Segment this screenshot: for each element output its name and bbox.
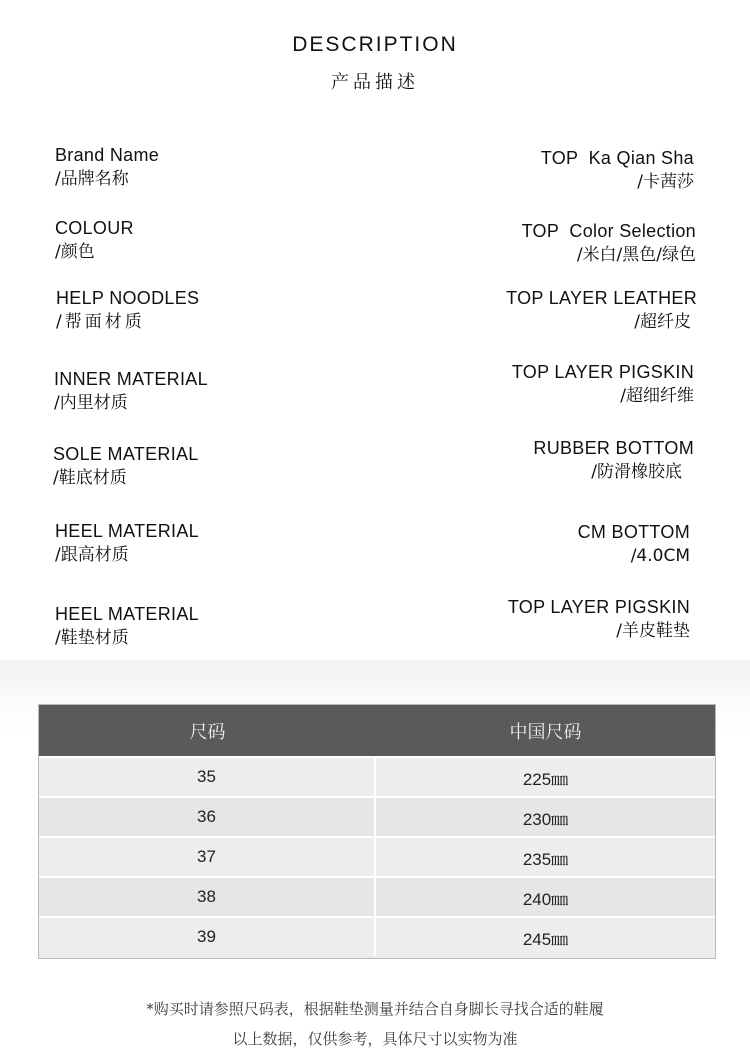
spec-label-brand [55,143,159,191]
table-row [39,796,715,836]
spec-value-sole [533,436,694,484]
header-size: 尺码 [189,721,226,743]
cell-china-size: 225㎜ [522,769,569,789]
spec-label-heel [55,519,199,567]
spec-value-heel [578,520,690,568]
spec-value-en: TOP Ka Qian Sha [540,148,694,168]
table-row [39,836,715,876]
spec-value-upper [506,286,697,334]
spec-value-cn: /卡茜莎 [637,172,694,192]
spec-label-cn: /跟高材质 [55,545,129,565]
spec-value-en: TOP LAYER PIGSKIN [511,362,694,382]
description-title: DESCRIPTION [292,33,458,56]
spec-label-colour [55,216,134,264]
spec-value-cn: /防滑橡胶底 [591,462,682,482]
size-note-line-2: 以上数据，仅供参考，具体尺寸以实物为准 [232,1030,518,1048]
spec-label-cn: /帮面材质 [56,312,145,332]
spec-value-cn: /米白/黑色/绿色 [576,245,696,265]
cell-size: 39 [39,918,376,956]
description-subtitle: 产品描述 [331,72,419,93]
cell-size: 35 [39,758,376,796]
spec-label-upper [56,286,199,334]
spec-label-cn: /鞋垫材质 [55,628,129,648]
spec-value-en: TOP LAYER PIGSKIN [507,597,690,617]
table-row [39,876,715,916]
cell-size: 38 [39,878,376,916]
spec-value-en: TOP Color Selection [521,221,696,241]
spec-value-colour [522,219,696,267]
table-row [39,756,715,796]
spec-label-en: Brand Name [55,145,160,165]
spec-label-en: INNER MATERIAL [54,369,208,389]
size-table [38,704,716,959]
spec-label-cn: /鞋底材质 [53,468,127,488]
spec-label-en: HELP NOODLES [56,288,200,308]
spec-label-cn: /品牌名称 [55,169,129,189]
spec-value-cn: /超纤皮 [634,312,691,332]
spec-label-inner [54,367,208,415]
cell-size: 37 [39,838,376,876]
spec-label-en: HEEL MATERIAL [55,521,199,541]
spec-value-inner [512,360,694,408]
cell-china-size: 235㎜ [522,849,569,869]
spec-value-brand [541,146,694,194]
table-header [39,705,715,756]
spec-label-en: SOLE MATERIAL [53,444,199,464]
cell-china-size: 245㎜ [522,929,569,949]
spec-value-cn: /4.0CM [630,546,690,566]
spec-value-cn: /羊皮鞋垫 [616,621,690,641]
cell-size: 36 [39,798,376,836]
spec-value-insole [508,595,690,643]
spec-value-cn: /超细纤维 [620,386,694,406]
spec-value-en: RUBBER BOTTOM [533,438,694,458]
spec-value-en: TOP LAYER LEATHER [506,288,697,308]
spec-label-insole [55,602,199,650]
spec-label-sole [53,442,199,490]
header-china-size: 中国尺码 [509,721,582,743]
spec-label-en: COLOUR [55,218,134,238]
cell-china-size: 240㎜ [522,889,569,909]
size-note-line-1: *购买时请参照尺码表，根据鞋垫测量并结合自身脚长寻找合适的鞋履 [146,1000,604,1018]
table-body [39,756,715,956]
spec-label-cn: /颜色 [55,242,95,262]
spec-value-en: CM BOTTOM [577,522,690,542]
spec-label-en: HEEL MATERIAL [55,604,199,624]
table-row [39,916,715,956]
spec-label-cn: /内里材质 [54,393,128,413]
cell-china-size: 230㎜ [522,809,569,829]
